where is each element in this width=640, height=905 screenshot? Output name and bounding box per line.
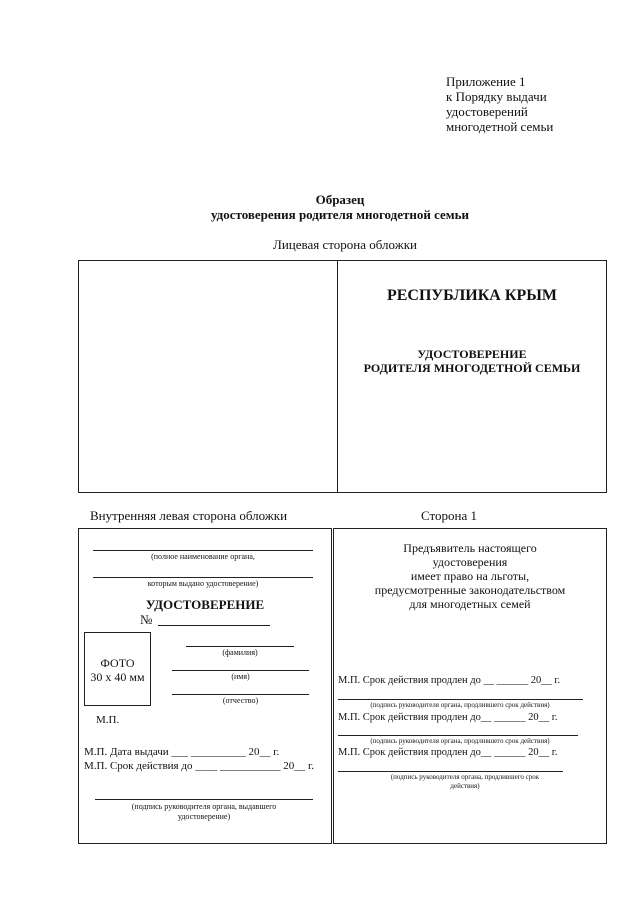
org-hint-1: (полное наименование органа, [151, 552, 255, 561]
validity-date: М.П. Срок действия до ____ ___________ 20__ г. [84, 760, 314, 772]
signature-line [95, 799, 313, 800]
photo-label [84, 656, 151, 684]
title-line-2: удостоверения родителя многодетной семьи [210, 207, 470, 222]
signature-hint-1: (подпись руководителя органа, выдавшего [131, 802, 277, 811]
stamp-label: М.П. [96, 714, 120, 726]
name-line [172, 670, 309, 671]
extension-3-line [338, 771, 563, 772]
name-hint: (имя) [231, 672, 250, 681]
side1-text-1: Предъявитель настоящего [403, 541, 537, 555]
patronymic-hint: (отчество) [222, 696, 259, 705]
side1-text-3: имеет право на льготы, [410, 569, 530, 583]
extension-1-hint: (подпись руководителя органа, продлившего срок действия) [370, 701, 550, 709]
appendix-block [446, 74, 626, 134]
extension-2: М.П. Срок действия продлен до__ ______ 20__ г. [338, 712, 558, 723]
appendix-line-2: к Порядку выдачи [446, 89, 547, 104]
patronymic-line [172, 694, 309, 695]
org-hint-2: которым выдано удостоверение) [147, 579, 259, 588]
document-title [130, 192, 550, 222]
side1-text [334, 541, 606, 611]
side1-caption: Сторона 1 [421, 508, 477, 523]
org-line-2 [93, 577, 313, 578]
appendix-line-3: удостоверений [446, 104, 528, 119]
extension-3: М.П. Срок действия продлен до__ ______ 20__ г. [338, 747, 558, 758]
number-line [158, 625, 270, 626]
inner-left-caption: Внутренняя левая сторона обложки [90, 508, 288, 523]
extension-2-hint: (подпись руководителя органа, продлившего срок действия) [370, 737, 550, 745]
title-line-1: Образец [315, 192, 365, 207]
number-sign: № [140, 612, 153, 627]
extension-2-line [338, 735, 578, 736]
photo-line-2: 30 х 40 мм [90, 670, 145, 684]
extension-1-line [338, 699, 583, 700]
surname-line [186, 646, 294, 647]
surname-hint: (фамилия) [222, 648, 258, 657]
extension-3-hint [350, 773, 580, 791]
side1-text-5: для многодетных семей [409, 597, 531, 611]
front-doc-line-2: РОДИТЕЛЯ МНОГОДЕТНОЙ СЕМЬИ [363, 361, 581, 375]
signature-hint-2: удостоверение) [177, 812, 231, 821]
republic-title: РЕСПУБЛИКА КРЫМ [386, 287, 558, 304]
extension-3-hint-2: действия) [450, 782, 480, 790]
org-line-1 [93, 550, 313, 551]
issue-date: М.П. Дата выдачи ___ __________ 20__ г. [84, 746, 280, 758]
side1-text-4: предусмотренные законодательством [374, 583, 566, 597]
appendix-line-4: многодетной семьи [446, 119, 554, 134]
photo-line-1: ФОТО [100, 656, 135, 670]
extension-1: М.П. Срок действия продлен до __ ______ 20__ г. [338, 675, 561, 686]
appendix-line-1: Приложение 1 [446, 74, 526, 89]
inner-heading: УДОСТОВЕРЕНИЕ [145, 597, 265, 612]
front-doc-line-1: УДОСТОВЕРЕНИЕ [417, 347, 527, 361]
front-cover-caption: Лицевая сторона обложки [273, 237, 417, 252]
extension-3-hint-1: (подпись руководителя органа, продлившего срок [390, 773, 540, 781]
signature-hint [95, 802, 313, 822]
front-doc-title [338, 347, 606, 375]
side1-text-2: удостоверения [432, 555, 508, 569]
